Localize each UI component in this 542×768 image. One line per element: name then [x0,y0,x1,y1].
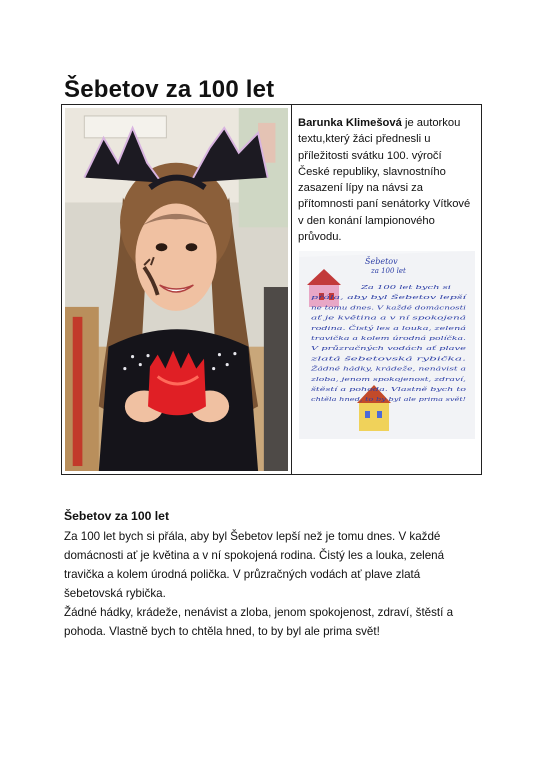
letter-line: štěstí a pohoda. Vlastně bych to [311,387,402,394]
letter-line: Za 100 let bych si [359,285,452,292]
figure-table [61,104,482,475]
section-title: Šebetov za 100 let [64,509,169,524]
handwritten-letter-image [299,251,475,439]
caption-cell [292,105,481,474]
author-name: Barunka Klimešová [298,117,402,129]
letter-line: V průzračných vodách ať plave [311,346,399,353]
body-text [64,527,474,641]
letter-line: rodina. Čistý les a louka, zelená [311,326,402,333]
letter-heading-line-1: Šebetov [365,257,398,267]
letter-heading-line-2: za 100 let [371,267,406,276]
letter-line: přála, aby byl Šebetov lepší [311,295,390,302]
letter-line: ať je květina a v ní spokojená [311,315,394,322]
photo-cell [62,105,292,474]
paragraph-1: Za 100 let bych si přála, aby byl Šebetov lepší než je tomu dnes. V každé domácnosti ať je květina a v ní spokojená rodina. Čistý les a louka, zelená travička a kolem úrodná polička. V průzračných vodách ať plave zlatá šebetovská rybička. [64,530,445,600]
page-title: Šebetov za 100 let [64,76,275,104]
letter-line: travička a kolem úrodná políčka. [311,336,404,343]
letter-line: zlatá šebetovská rybička. [311,356,383,363]
caption-text: je autorkou textu,který žáci přednesli u příležitosti svátku 100. výročí České republiky, slavnostního zasazení lípy na návsi za přítomnosti paní senátorky Vítkové v den konání lampionového průvodu. [298,117,471,244]
letter-line: chtěla hned, to by byl ale prima svět! [311,397,417,404]
paragraph-2: Žádné hádky, krádeže, nenávist a zloba, jenom spokojenost, zdraví, štěstí a pohoda. Vlastně bych to chtěla hned, to by byl ale prima svět! [64,606,454,638]
letter-line: Žádné hádky, krádeže, nenávist a [311,366,406,373]
letter-line: ne tomu dnes. V každé domácnosti [311,305,410,312]
caption [298,115,475,245]
girl-photo [65,108,288,471]
letter-line: zloba, jenom spokojenost, zdraví, [311,377,406,384]
